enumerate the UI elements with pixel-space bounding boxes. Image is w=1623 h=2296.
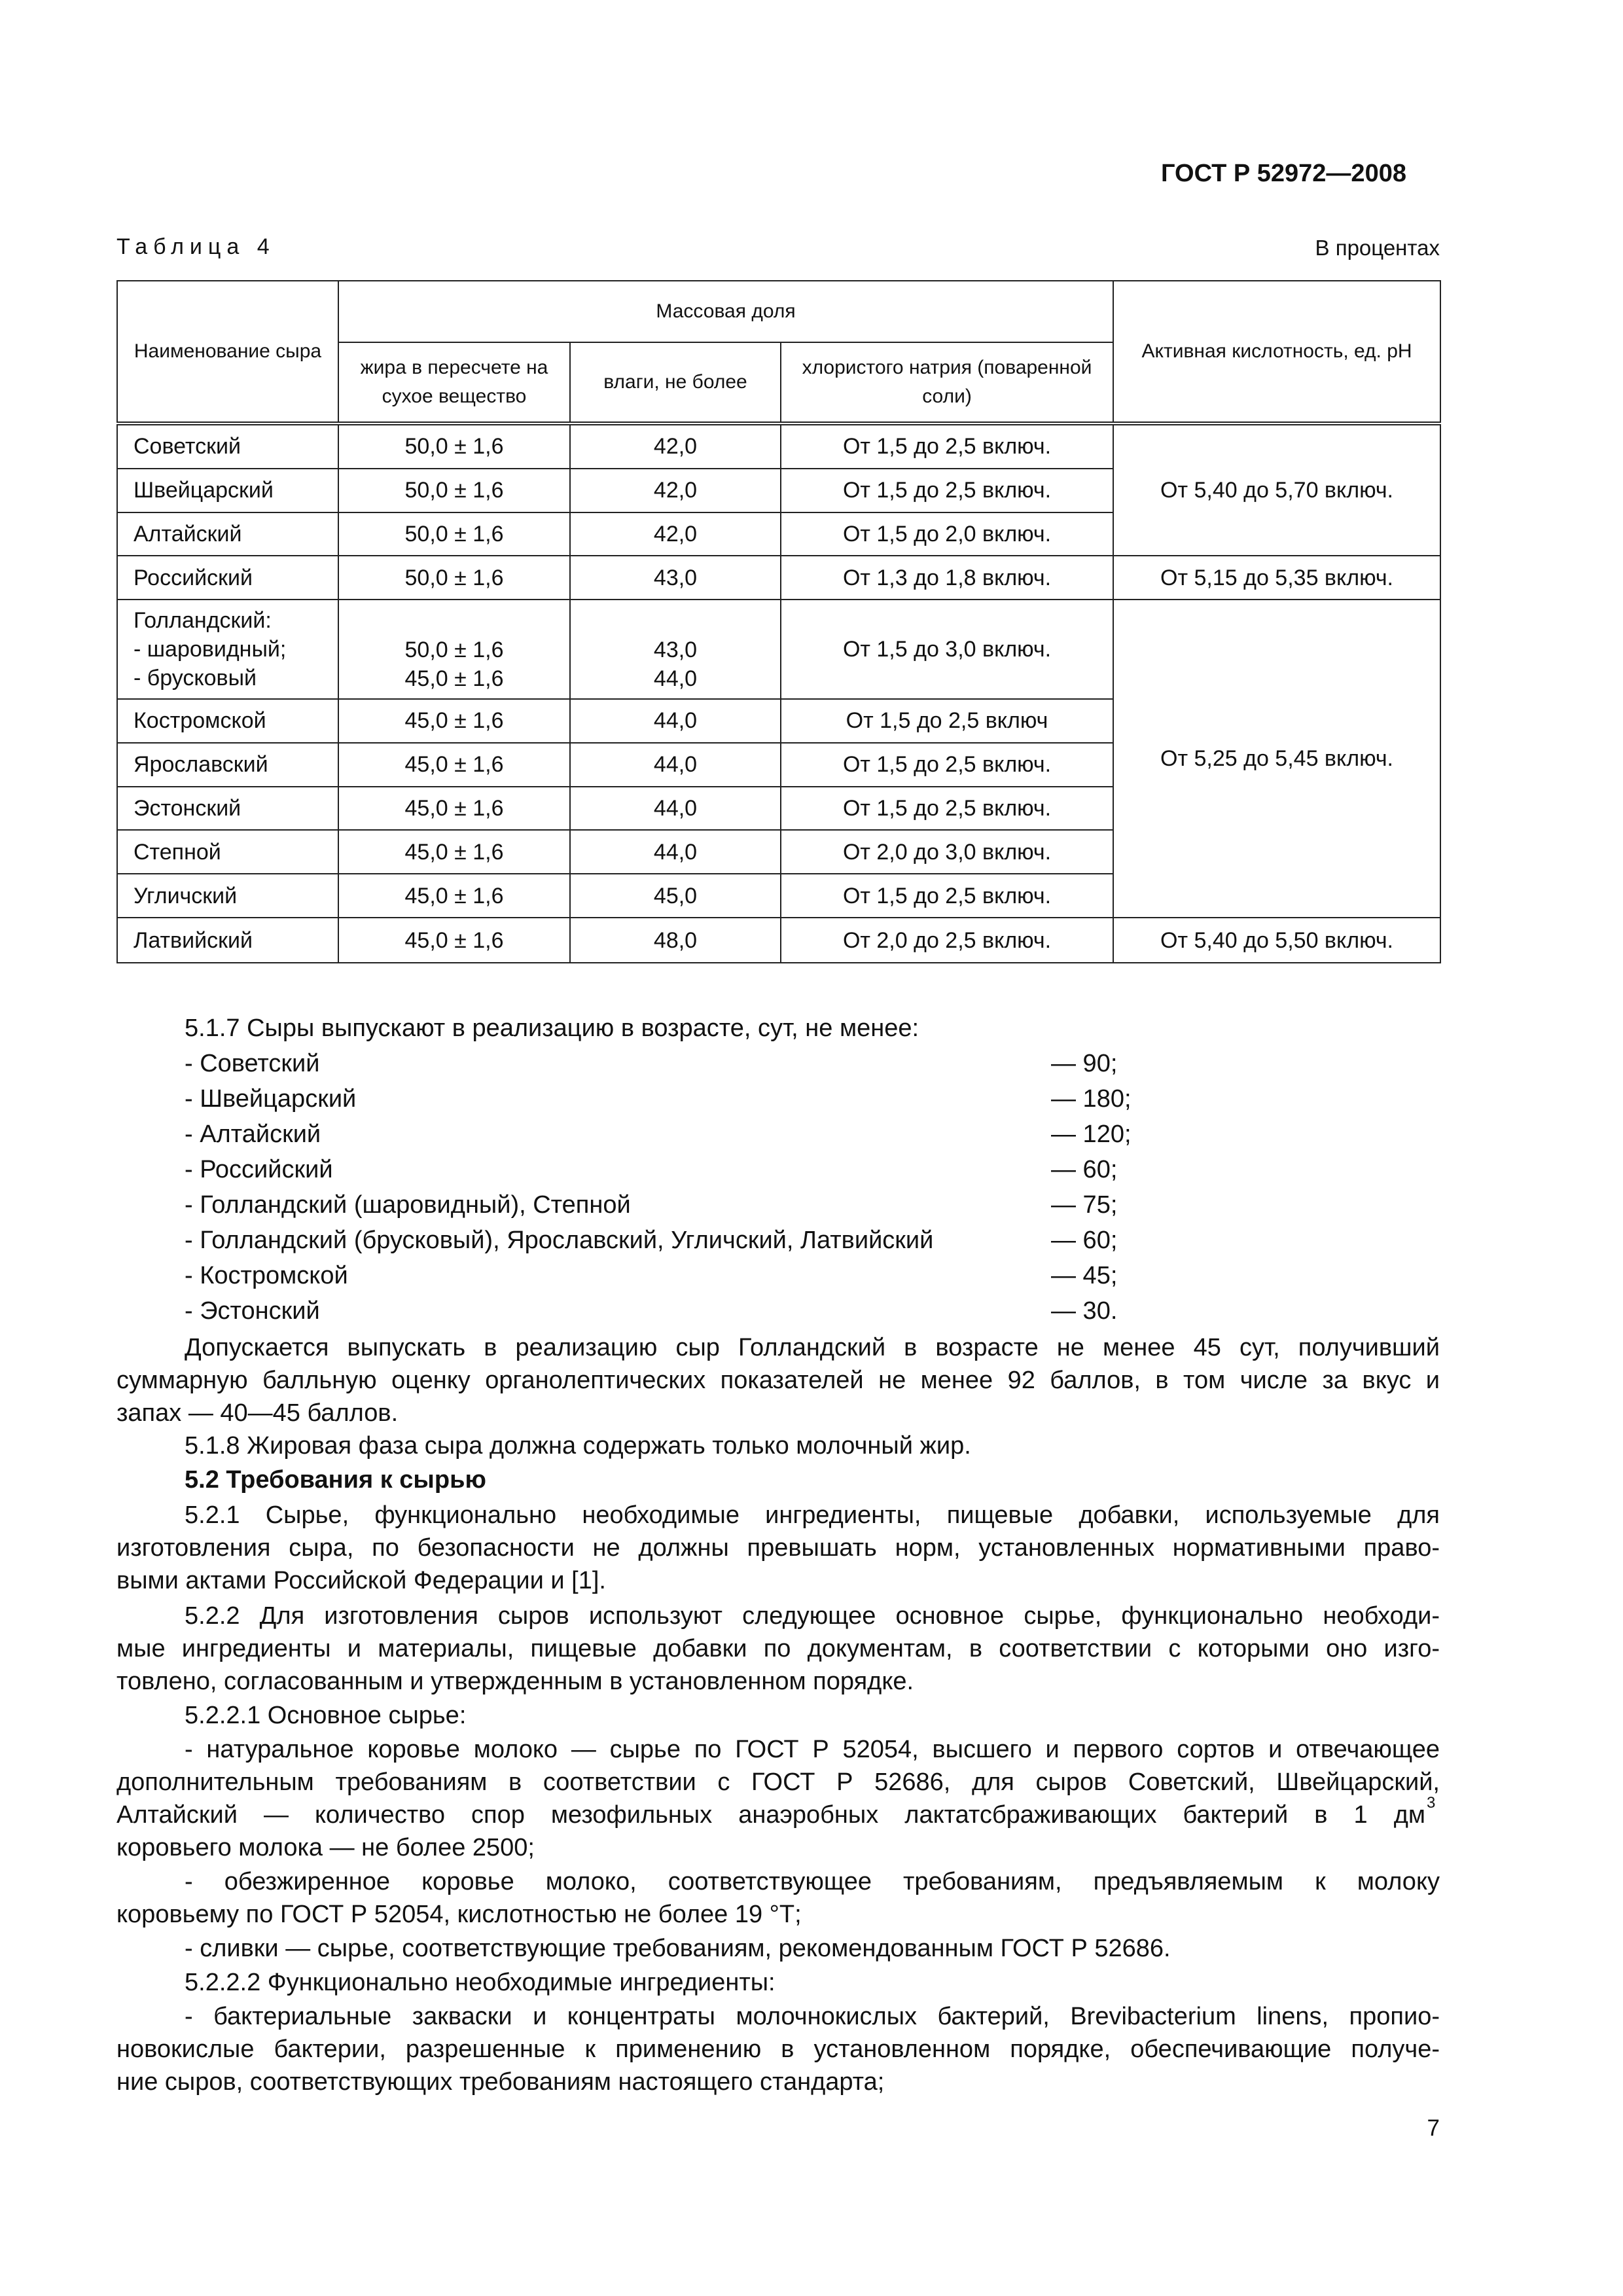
cell-name-multi [117, 600, 338, 699]
cell-ph: От 5,40 до 5,70 включ. [1113, 423, 1440, 556]
cell-moisture: 42,0 [570, 423, 781, 469]
cell-salt: От 1,5 до 2,0 включ. [781, 512, 1113, 556]
cell-moisture: 45,0 [570, 874, 781, 918]
table-units: В процентах [1315, 236, 1440, 260]
paragraph-line: - натуральное коровье молоко — сырье по ГОСТ Р 52054, высшего и первого сортов и отвечающее [185, 1736, 1440, 1763]
page-number: 7 [1427, 2115, 1440, 2141]
paragraph-line: ние сыров, соответствующих требованиям настоящего стандарта; [116, 2068, 885, 2096]
cell-name: Ярославский [117, 743, 338, 787]
cell-moisture: 42,0 [570, 512, 781, 556]
paragraph-line: новокислые бактерии, разрешенные к применению в установленном порядке, обеспечивающие получе- [116, 2036, 1440, 2063]
cell-salt: От 1,5 до 3,0 включ. [781, 600, 1113, 699]
cell-salt: От 1,5 до 2,5 включ. [781, 743, 1113, 787]
paragraph-line: мые ингредиенты и материалы, пищевые добавки по документам, в соответствии с которыми оно изго- [116, 1635, 1440, 1662]
paragraph-line: - сливки — сырье, соответствующие требованиям, рекомендованным ГОСТ Р 52686. [185, 1935, 1171, 1962]
paragraph-line: дополнительным требованиям в соответствии с ГОСТ Р 52686, для сыров Советский, Швейцарский, [116, 1768, 1440, 1796]
cell-ph: От 5,15 до 5,35 включ. [1113, 556, 1440, 600]
cell-moisture: 43,0 [570, 556, 781, 600]
section-5-2-2-2-heading: 5.2.2.2 Функционально необходимые ингредиенты: [185, 1969, 776, 1996]
cell-salt: От 1,5 до 2,5 включ. [781, 469, 1113, 512]
cell-fat: 45,0 ± 1,6 [338, 743, 570, 787]
paragraph-line: товлено, согласованным и утвержденным в установленном порядке. [116, 1668, 914, 1695]
cell-salt: От 1,3 до 1,8 включ. [781, 556, 1113, 600]
cell-fat: 50,0 ± 1,6 [338, 512, 570, 556]
paragraph-line: 5.2.2 Для изготовления сыров используют следующее основное сырье, функционально необходи- [185, 1602, 1440, 1630]
age-item-name: - Советский [185, 1050, 320, 1077]
cell-salt: От 2,0 до 2,5 включ. [781, 918, 1113, 963]
age-item-value: — 60; [1051, 1227, 1118, 1254]
section-5-1-7-intro: 5.1.7 Сыры выпускают в реализацию в возрасте, сут, не менее: [185, 1014, 919, 1042]
cell-fat: 45,0 ± 1,6 [338, 830, 570, 874]
age-item-name: - Костромской [185, 1262, 348, 1289]
section-5-2-heading: 5.2 Требования к сырью [185, 1466, 486, 1494]
paragraph-line: Допускается выпускать в реализацию сыр Голландский в возрасте не менее 45 сут, получивший [185, 1334, 1440, 1361]
paragraph-line: коровьему по ГОСТ Р 52054, кислотностью не более 19 °Т; [116, 1901, 802, 1928]
paragraph-line: - бактериальные закваски и концентраты молочнокислых бактерий, Brevibacterium linens, пропио- [185, 2003, 1440, 2030]
header-mass-fraction: Массовая доля [338, 281, 1113, 342]
cell-fat-multi [338, 600, 570, 699]
cell-salt: От 1,5 до 2,5 включ [781, 699, 1113, 743]
age-item-name: - Голландский (шаровидный), Степной [185, 1191, 631, 1219]
cell-fat: 50,0 ± 1,6 [338, 423, 570, 469]
cell-name-line: - шаровидный; [134, 637, 287, 662]
cell-fat: 45,0 ± 1,6 [338, 918, 570, 963]
cell-moisture-line: 43,0 [653, 637, 698, 663]
header-moisture: влаги, не более [570, 342, 781, 423]
paragraph-line: 5.2.1 Сырье, функционально необходимые ингредиенты, пищевые добавки, используемые для [185, 1501, 1440, 1529]
cell-salt: От 1,5 до 2,5 включ. [781, 787, 1113, 831]
age-item-name: - Швейцарский [185, 1085, 357, 1113]
age-item-value: — 90; [1051, 1050, 1118, 1077]
cell-ph: От 5,25 до 5,45 включ. [1113, 600, 1440, 918]
header-acidity: Активная кислотность, ед. pH [1113, 281, 1440, 423]
cell-name-line: - брусковый [134, 666, 257, 691]
cell-name: Костромской [117, 699, 338, 743]
cell-salt: От 1,5 до 2,5 включ. [781, 874, 1113, 918]
cell-name: Угличский [117, 874, 338, 918]
age-item-name: - Голландский (брусковый), Ярославский, Угличский, Латвийский [185, 1227, 934, 1254]
cell-fat: 45,0 ± 1,6 [338, 699, 570, 743]
cell-name: Латвийский [117, 918, 338, 963]
cell-fat: 45,0 ± 1,6 [338, 787, 570, 831]
paragraph-line: коровьего молока — не более 2500; [116, 1834, 535, 1861]
cell-moisture: 42,0 [570, 469, 781, 512]
age-item-value: — 45; [1051, 1262, 1118, 1289]
age-item-value: — 180; [1051, 1085, 1132, 1113]
cell-moisture-multi [570, 600, 781, 699]
cell-moisture: 48,0 [570, 918, 781, 963]
cell-moisture: 44,0 [570, 787, 781, 831]
paragraph-line: Алтайский — количество спор мезофильных анаэробных лактатсбраживающих бактерий в 1 дм [116, 1801, 1425, 1829]
cell-fat-line: 50,0 ± 1,6 [404, 637, 504, 663]
paragraph-line: суммарную балльную оценку органолептических показателей не менее 92 баллов, в том числе за вкус и [116, 1367, 1440, 1394]
paragraph-line: изготовления сыра, по безопасности не должны превышать норм, установленных нормативными право- [116, 1534, 1440, 1562]
cell-name: Степной [117, 830, 338, 874]
cell-name: Советский [117, 423, 338, 469]
cell-moisture: 44,0 [570, 743, 781, 787]
cell-fat: 45,0 ± 1,6 [338, 874, 570, 918]
cell-name: Алтайский [117, 512, 338, 556]
age-item-value: — 75; [1051, 1191, 1118, 1219]
section-5-2-2-1-heading: 5.2.2.1 Основное сырье: [185, 1702, 467, 1729]
table-title: Таблица 4 [116, 234, 276, 259]
age-item-name: - Алтайский [185, 1121, 321, 1148]
header-fat: жира в пересчете на сухое вещество [338, 342, 570, 423]
superscript: 3 [1427, 1794, 1436, 1812]
table-row [117, 918, 1440, 963]
header-name: Наименование сыра [117, 281, 338, 423]
cell-salt: От 1,5 до 2,5 включ. [781, 423, 1113, 469]
cell-fat: 50,0 ± 1,6 [338, 556, 570, 600]
cell-name-line: Голландский: [134, 608, 272, 634]
cell-fat: 50,0 ± 1,6 [338, 469, 570, 512]
section-5-1-8: 5.1.8 Жировая фаза сыра должна содержать только молочный жир. [185, 1432, 971, 1460]
age-item-value: — 30. [1051, 1297, 1118, 1325]
cell-moisture: 44,0 [570, 699, 781, 743]
table-row [117, 600, 1440, 699]
cell-name: Российский [117, 556, 338, 600]
table-row [117, 556, 1440, 600]
cell-name: Эстонский [117, 787, 338, 831]
cell-ph: От 5,40 до 5,50 включ. [1113, 918, 1440, 963]
cheese-requirements-table [116, 280, 1441, 963]
cell-salt: От 2,0 до 3,0 включ. [781, 830, 1113, 874]
cell-name: Швейцарский [117, 469, 338, 512]
header-salt: хлористого натрия (поваренной соли) [781, 342, 1113, 423]
age-item-name: - Российский [185, 1156, 333, 1183]
paragraph-line: запах — 40—45 баллов. [116, 1399, 399, 1427]
age-item-value: — 60; [1051, 1156, 1118, 1183]
table-row [117, 423, 1440, 469]
age-item-value: — 120; [1051, 1121, 1132, 1148]
cell-moisture: 44,0 [570, 830, 781, 874]
paragraph-line: выми актами Российской Федерации и [1]. [116, 1567, 606, 1594]
paragraph-line: - обезжиренное коровье молоко, соответствующее требованиям, предъявляемым к молоку [185, 1868, 1440, 1895]
document-number: ГОСТ Р 52972—2008 [1161, 160, 1406, 187]
cell-fat-line: 45,0 ± 1,6 [404, 666, 504, 692]
cell-moisture-line: 44,0 [653, 666, 698, 692]
age-item-name: - Эстонский [185, 1297, 320, 1325]
